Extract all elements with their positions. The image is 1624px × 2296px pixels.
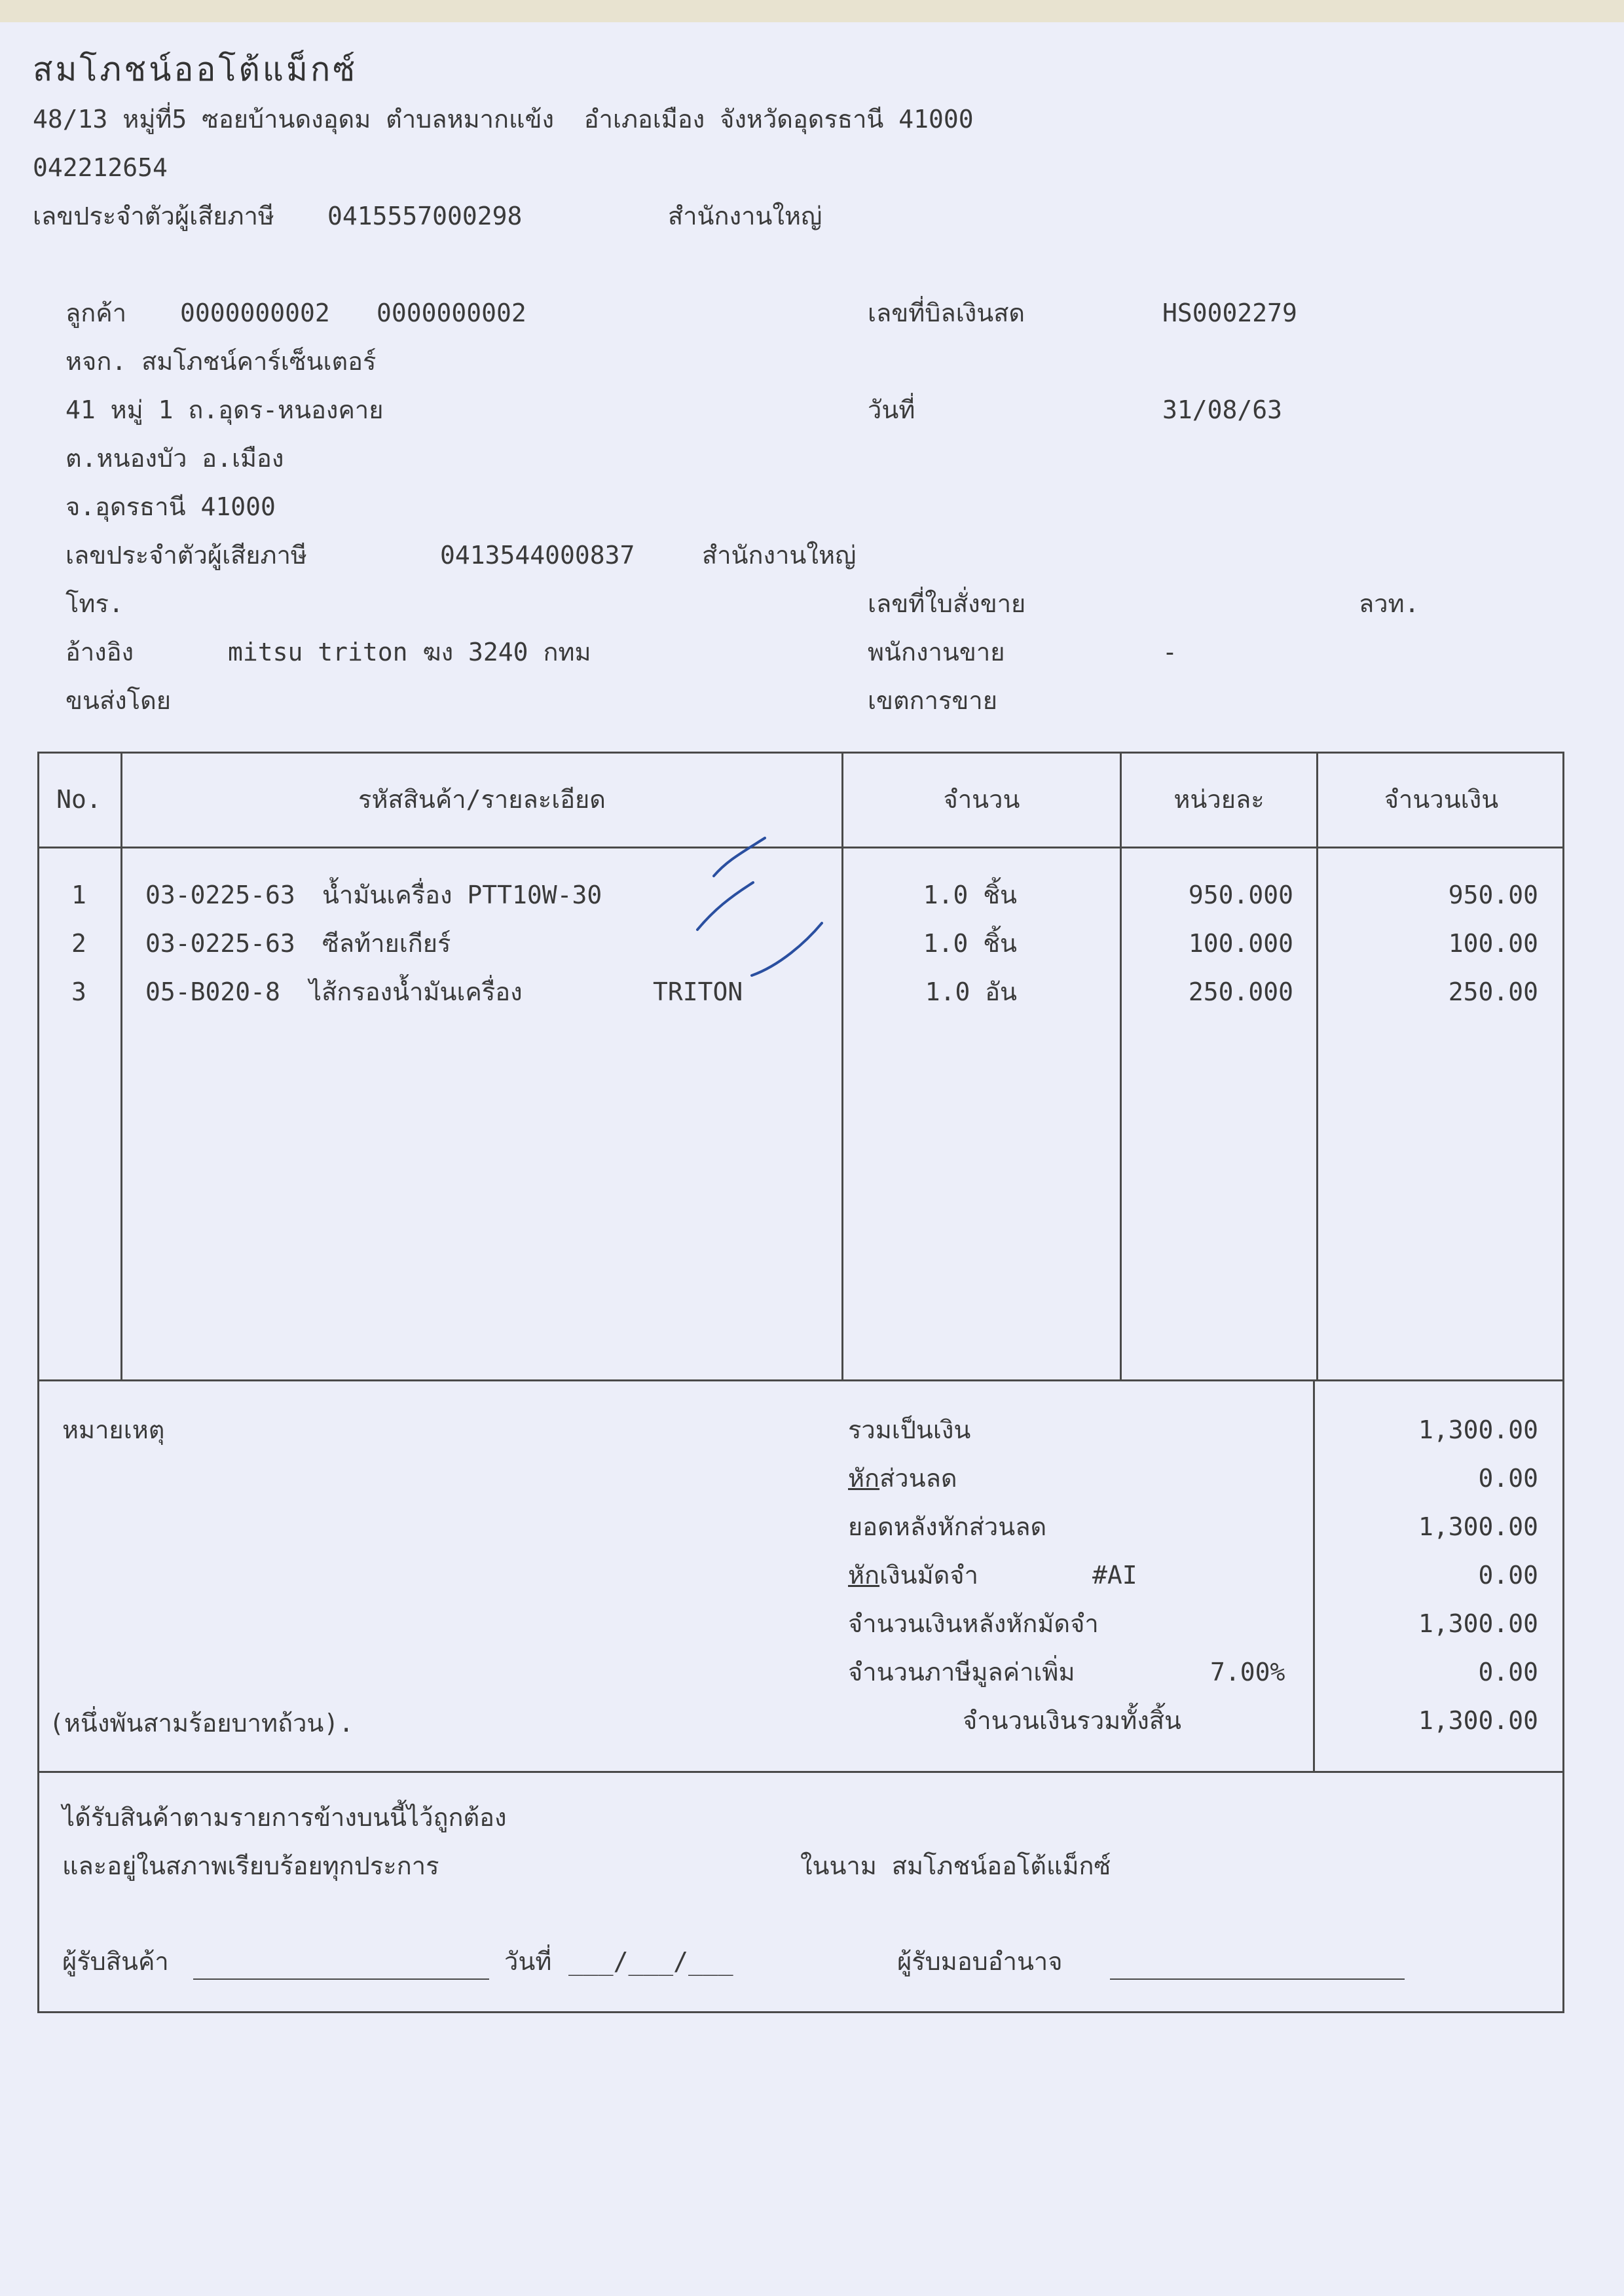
- summary-discount-value: 0.00: [1478, 1464, 1538, 1493]
- summary-divider: [1313, 1379, 1315, 1772]
- customer-address-1: 41 หมู่ 1 ถ.อุดร-หนองคาย: [65, 395, 384, 424]
- customer-address-2: ต.หนองบัว อ.เมือง: [65, 444, 284, 473]
- summary-after-deposit-label: จำนวนเงินหลังหักมัดจำ: [848, 1609, 1099, 1638]
- header-description: รหัสสินค้า/รายละเอียด: [358, 785, 606, 814]
- sales-area-label: เขตการขาย: [868, 686, 997, 715]
- header-no: No.: [56, 785, 101, 814]
- row-quantity: 1.0 อัน: [925, 977, 1017, 1006]
- row-unit-price: 950.000: [1188, 881, 1293, 909]
- header-unit-price: หน่วยละ: [1173, 785, 1264, 814]
- company-tax-id: 0415557000298: [327, 202, 523, 230]
- deposit-label-text: เงินมัดจำ: [879, 1561, 978, 1590]
- summary-vat-value: 0.00: [1478, 1658, 1538, 1686]
- customer-code-1: 0000000002: [180, 299, 330, 327]
- customer-tax-id: 0413544000837: [440, 541, 635, 570]
- receive-date-label: วันที่: [504, 1947, 552, 1976]
- deduct-prefix: หัก: [848, 1561, 880, 1590]
- row-amount: 950.00: [1448, 881, 1538, 909]
- company-name: สมโภชน์ออโต้แม็กซ์: [33, 50, 358, 88]
- row-code: 03-0225-63: [145, 881, 295, 909]
- scan-edge: [0, 0, 1624, 22]
- authorized-label: ผู้รับมอบอำนาจ: [897, 1947, 1063, 1976]
- row-no: 1: [71, 881, 86, 909]
- invoice-date: 31/08/63: [1162, 395, 1283, 424]
- company-phone: 042212654: [33, 153, 168, 182]
- customer-phone-label: โทร.: [65, 589, 124, 618]
- header-quantity: จำนวน: [943, 785, 1020, 814]
- receive-date-blank: ___/___/___: [568, 1947, 733, 1976]
- invoice-number-label: เลขที่บิลเงินสด: [868, 299, 1025, 327]
- summary-discount-label: [848, 1463, 957, 1494]
- row-amount: 250.00: [1448, 977, 1538, 1006]
- invoice-date-label: วันที่: [868, 395, 915, 424]
- discount-label-text: ส่วนลด: [879, 1464, 957, 1493]
- header-amount: จำนวนเงิน: [1384, 785, 1499, 814]
- summary-deposit-note: #AI: [1092, 1561, 1137, 1590]
- row-no: 3: [71, 977, 86, 1006]
- row-quantity: 1.0 ชิ้น: [923, 881, 1017, 909]
- row-quantity: 1.0 ชิ้น: [923, 929, 1017, 958]
- salesperson-label: พนักงานขาย: [868, 638, 1005, 666]
- row-amount: 100.00: [1448, 929, 1538, 958]
- amount-in-words: (หนึ่งพันสามร้อยบาทถ้วน).: [49, 1709, 354, 1738]
- customer-branch: สำนักงานใหญ่: [702, 541, 857, 570]
- receiver-signature-line: [193, 1978, 489, 1980]
- salesperson-value: -: [1162, 638, 1177, 666]
- customer-label: ลูกค้า: [65, 299, 127, 327]
- row-description: น้ำมันเครื่อง PTT10W-30: [322, 881, 602, 909]
- on-behalf-company: ในนาม สมโภชน์ออโต้แม็กซ์: [800, 1851, 1111, 1880]
- company-address: 48/13 หมู่ที่5 ซอยบ้านดงอุดม ตำบลหมากแข้ง อำเภอเมือง จังหวัดอุดรธานี 41000: [33, 105, 974, 134]
- row-unit-price: 100.000: [1188, 929, 1293, 958]
- reference-value: mitsu triton ฆง 3240 กทม: [228, 638, 591, 666]
- summary-vat-label: จำนวนภาษีมูลค่าเพิ่ม: [848, 1658, 1075, 1686]
- company-tax-id-label: เลขประจำตัวผู้เสียภาษี: [33, 202, 274, 230]
- reference-label: อ้างอิง: [65, 638, 134, 666]
- summary-subtotal-value: 1,300.00: [1418, 1415, 1538, 1444]
- customer-name: หจก. สมโภชน์คาร์เซ็นเตอร์: [65, 347, 377, 376]
- summary-grand-total-value: 1,300.00: [1418, 1706, 1538, 1735]
- row-code: 03-0225-63: [145, 929, 295, 958]
- row-unit-price: 250.000: [1188, 977, 1293, 1006]
- row-extra: TRITON: [653, 977, 743, 1006]
- column-divider: [1316, 752, 1318, 1381]
- summary-subtotal-label: รวมเป็นเงิน: [848, 1415, 971, 1444]
- customer-tax-id-label: เลขประจำตัวผู้เสียภาษี: [65, 541, 307, 570]
- authorized-signature-line: [1110, 1978, 1405, 1980]
- column-divider: [1120, 752, 1122, 1381]
- column-divider: [841, 752, 843, 1381]
- customer-code-2: 0000000002: [377, 299, 526, 327]
- summary-deposit-label: [848, 1559, 978, 1591]
- deduct-prefix: หัก: [848, 1464, 880, 1493]
- company-branch: สำนักงานใหญ่: [668, 202, 822, 230]
- row-no: 2: [71, 929, 86, 958]
- summary-after-discount-label: ยอดหลังหักส่วนลด: [848, 1512, 1047, 1541]
- summary-vat-rate: 7.00%: [1210, 1658, 1285, 1686]
- sales-order-value: ลวท.: [1359, 589, 1420, 618]
- receipt-statement-2: และอยู่ในสภาพเรียบร้อยทุกประการ: [62, 1851, 439, 1880]
- column-divider: [120, 752, 122, 1381]
- remark-label: หมายเหตุ: [62, 1415, 165, 1444]
- sales-order-label: เลขที่ใบสั่งขาย: [868, 589, 1026, 618]
- receipt-statement-1: ได้รับสินค้าตามรายการข้างบนนี้ไว้ถูกต้อง: [62, 1803, 507, 1832]
- customer-address-3: จ.อุดรธานี 41000: [65, 492, 276, 521]
- shipping-label: ขนส่งโดย: [65, 686, 172, 715]
- summary-grand-total-label: จำนวนเงินรวมทั้งสิ้น: [963, 1706, 1181, 1735]
- handwritten-check-marks: [694, 825, 838, 982]
- row-description: ซีลท้ายเกียร์: [322, 929, 451, 958]
- row-code: 05-B020-8: [145, 977, 280, 1006]
- receiver-label: ผู้รับสินค้า: [62, 1947, 169, 1976]
- summary-after-deposit-value: 1,300.00: [1418, 1609, 1538, 1638]
- invoice-number: HS0002279: [1162, 299, 1297, 327]
- summary-after-discount-value: 1,300.00: [1418, 1512, 1538, 1541]
- summary-deposit-value: 0.00: [1478, 1561, 1538, 1590]
- row-description: ไส้กรองน้ำมันเครื่อง: [309, 977, 523, 1006]
